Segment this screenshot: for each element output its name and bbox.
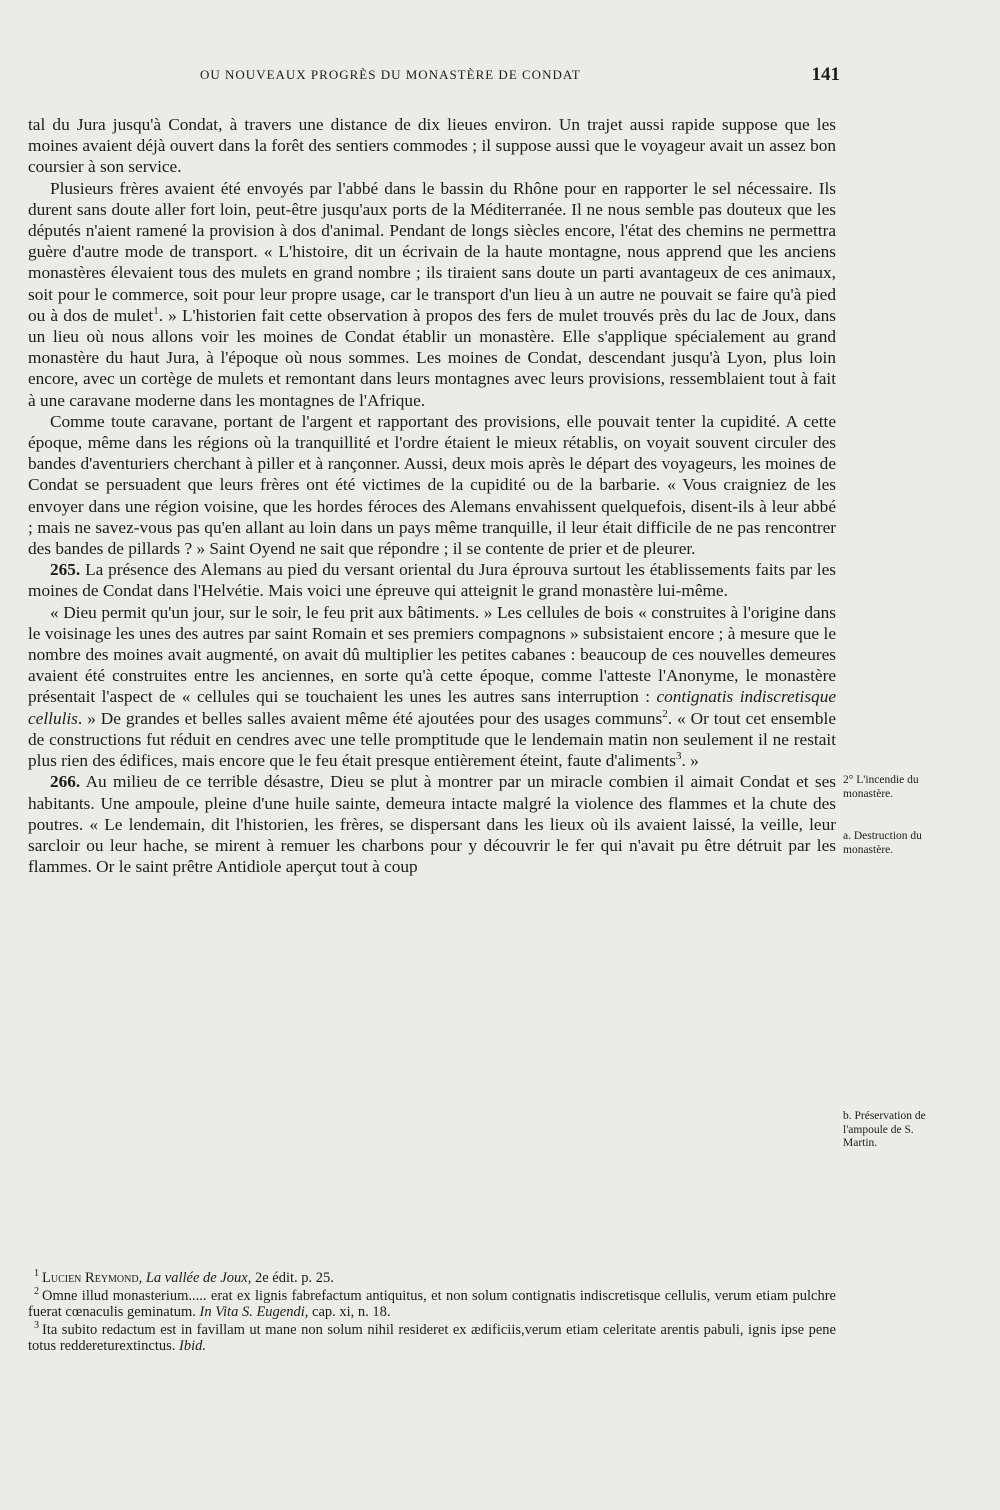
paragraph-number-265: 265. xyxy=(50,560,81,580)
paragraph-265: 265. La présence des Alemans au pied du versant oriental du Jura éprouva surtout les établissements faits par les moines de Condat dans l'Helvétie. Mais voici une épreuve qui atteignit le grand monastère lui-même. xyxy=(28,560,836,601)
footnote-2: $^2$ Omne illud monasterium..... erat ex lignis fabrefactum antiquitus, et non solum contignatis indiscretisque cellulis, verum etiam pulchre fuerat cœnaculis geminatum. In Vita S. Eugendi, cap. xi, n. 18. xyxy=(28,1285,836,1321)
margin-note-ampoule: b. Préservation de l'ampoule de S. Martin. xyxy=(843,1110,926,1149)
body-text xyxy=(28,114,836,877)
paragraph-fire: « Dieu permit qu'un jour, sur le soir, le feu prit aux bâtiments. » Les cellules de bois « construites à l'origine dans le voisinage les unes des autres par saint Romain et ses premiers compagnons » subsistaient encore ; à mesure que le nombre des moines avait augmenté, on avait dû multiplier les petites cabanes : beaucoup de ces nouvelles demeures avaient été construites entre les anciennes, en sorte qu'à cette époque, comme l'atteste l'Anonyme, le monastère présentait l'aspect de « cellules qui se touchaient les unes les autres sans interruption : contignatis indiscretisque cellulis. » De grandes et belles salles avaient même été ajoutées pour des usages communs$^2$. « Or tout cet ensemble de constructions fut réduit en cendres avec une telle promptitude que le lendemain matin non seulement il ne restait plus rien des édifices, mais encore que le feu était presque entièrement éteint, faute d'aliments$^3$. » xyxy=(28,602,837,771)
paragraph-salt-transport: Plusieurs frères avaient été envoyés par l'abbé dans le bassin du Rhône pour en rapporter le sel nécessaire. Ils durent sans doute aller fort loin, peut-être jusqu'aux ports de la Méditerranée. Il ne nous semble pas douteux que les députés n'aient ramené la provision à dos d'animal. Pendant de longs siècles encore, l'état des chemins ne permettra guère d'autre mode de transport. « L'histoire, dit un écrivain de la haute montagne, nous apprend que les anciens monastères élevaient tous des mulets en grand nombre ; ils tiraient sans doute un parti avantageux de ces animaux, soit pour le commerce, soit pour leur propre usage, car le transport d'un lieu à un autre ne pouvait se faire qu'à pied ou à dos de mulet$^1$. » L'historien fait cette observation à propos des fers de mulet trouvés près du lac de Joux, dans un lieu où nous allons voir les moines de Condat établir un monastère. Elle s'applique spécialement au grand monastère du haut Jura, à l'époque où nous sommes. Les moines de Condat, descendant jusqu'à Lyon, plus loin encore, avec un cortège de mulets et remontant dans leurs montagnes avec leurs provisions, ressemblaient tout à fait à une caravane moderne dans les montagnes de l'Afrique. xyxy=(28,178,836,410)
latin-quote: contignatis indiscretisque cellulis xyxy=(28,687,837,728)
running-head: OU NOUVEAUX PROGRÈS DU MONASTÈRE DE CONDAT xyxy=(200,67,581,82)
paragraph-266: 266. Au milieu de ce terrible désastre, Dieu se plut à montrer par un miracle combien il aimait Condat et ses habitants. Une ampoule, pleine d'une huile sainte, demeura intacte malgré la violence des flammes et la chute des poutres. « Le lendemain, dit l'historien, les frères, se dispersant dans les lieux où ils avaient laissé, la veille, leur sarcloir ou leur hache, se mirent à remuer les charbons pour y découvrir le fer qui n'avait pu être détruit par les flammes. Or le saint prêtre Antidiole aperçut tout à coup xyxy=(28,772,836,877)
paragraph-number-266: 266. xyxy=(50,772,81,792)
footnote-marker-1[interactable]: 1 xyxy=(153,305,159,318)
footnote-3: $^3$ Ita subito redactum est in favillam ut mane non solum nihil resideret ex ædificiis,verum etiam celeritate arentis pabuli, ignis ipse pene totus reddereturextinctus. Ibid. xyxy=(28,1319,836,1355)
footnotes xyxy=(28,1270,836,1356)
paragraph-continuation: tal du Jura jusqu'à Condat, à travers une distance de dix lieues environ. Un trajet aussi rapide suppose que les moines avaient déjà ouvert dans la forêt des sentiers commodes ; il suppose aussi que le voyageur avait un assez bon coursier à son service. xyxy=(28,115,836,177)
footnote-marker-2[interactable]: 2 xyxy=(662,707,668,720)
footnote-marker-3[interactable]: 3 xyxy=(676,750,682,763)
margin-note-destruction: a. Destruction du monastère. xyxy=(843,830,922,856)
margin-note-fire: 2° L'incendie du monastère. xyxy=(843,774,919,800)
page-number: 141 xyxy=(811,64,840,85)
page-header xyxy=(200,64,840,86)
footnote-1: $^1$ Lucien Reymond, La vallée de Joux, 2e édit. p. 25. xyxy=(34,1268,334,1286)
paragraph-caravan: Comme toute caravane, portant de l'argent et rapportant des provisions, elle pouvait tenter la cupidité. A cette époque, même dans les régions où la tranquillité et l'ordre étaient le mieux rétablis, on voyait souvent circuler des bandes d'aventuriers cherchant à piller et à rançonner. Aussi, deux mois après le départ des voyageurs, les moines de Condat se persuadent que leurs frères ont été victimes de la cupidité ou de la barbarie. « Vous craigniez de les envoyer dans une région voisine, que les hordes féroces des Alemans envahissent quelquefois, disent-ils à leur abbé ; mais ne savez-vous pas qu'en allant au loin dans un pays même tranquille, il leur était difficile de ne pas rencontrer des bandes de pillards ? » Saint Oyend ne sait que répondre ; il se contente de prier et de pleurer. xyxy=(28,411,836,559)
